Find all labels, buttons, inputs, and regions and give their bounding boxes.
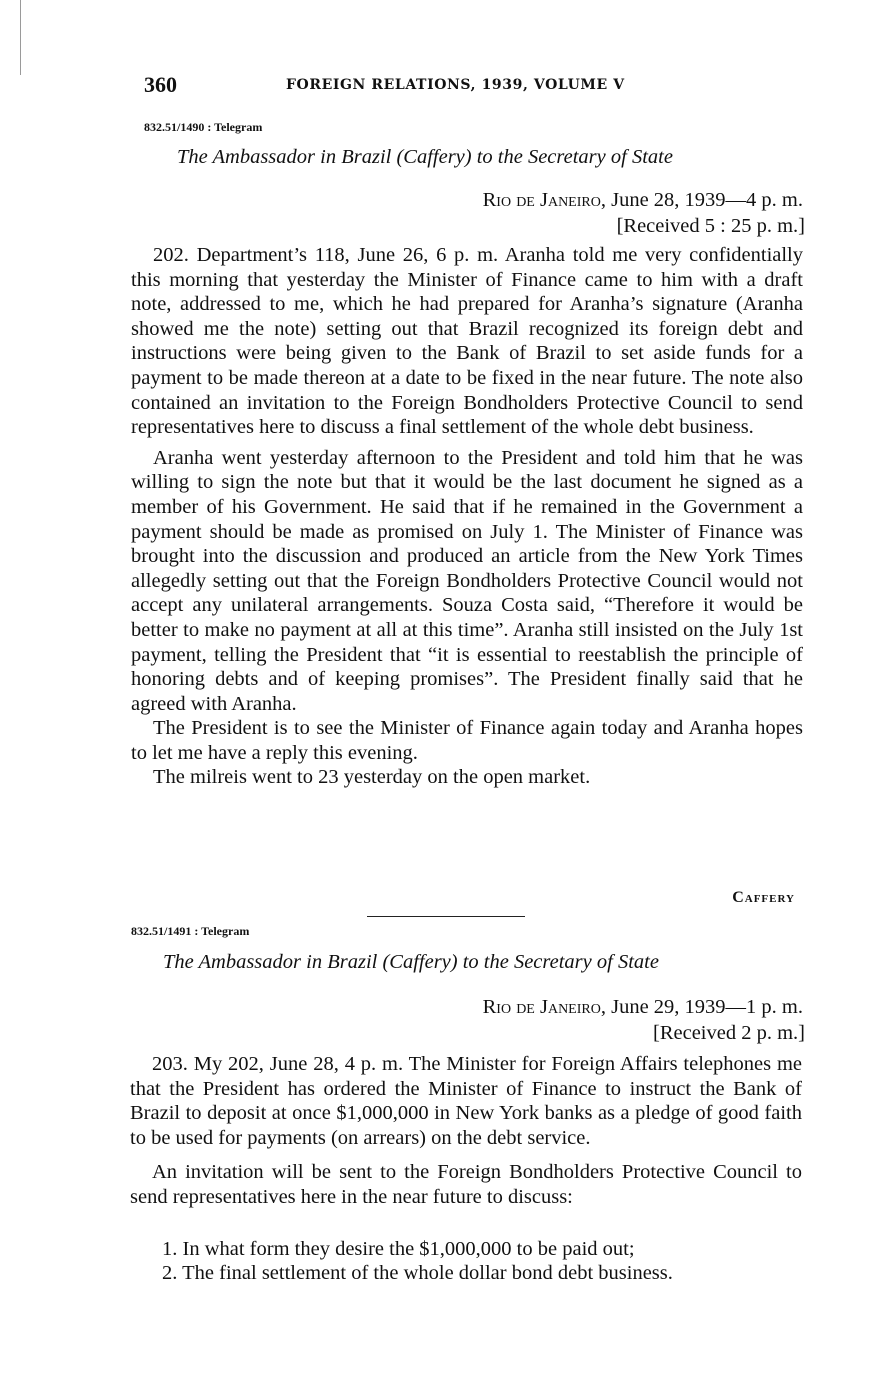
journal-title: FOREIGN RELATIONS, 1939, VOLUME V xyxy=(286,77,625,93)
doc2-paragraph: 203. My 202, June 28, 4 p. m. The Minister for Foreign Affairs telephones me that the President has ordered the Minister of Finance to instruct the Bank of Brazil to deposit at once $1,000,000 in New York banks as a pledge of good faith to be used for payments (on arrears) on the debt service. xyxy=(130,1053,802,1149)
doc1-dateline-place: Rio de Janeiro, xyxy=(482,189,606,211)
doc2-received: [Received 2 p. m.] xyxy=(653,1022,805,1044)
doc1-signature: Caffery xyxy=(732,889,795,906)
doc2-file-ref: 832.51/1491 : Telegram xyxy=(131,924,250,938)
doc1-body xyxy=(131,243,803,790)
doc1-file-ref: 832.51/1490 : Telegram xyxy=(144,120,263,134)
list-item: 2. The final settlement of the whole dollar bond debt business. xyxy=(162,1262,673,1284)
doc1-title: The Ambassador in Brazil (Caffery) to the Secretary of State xyxy=(177,146,673,168)
doc2-dateline-place: Rio de Janeiro, xyxy=(482,996,606,1018)
doc2-body xyxy=(130,1052,802,1210)
doc1-received: [Received 5 : 25 p. m.] xyxy=(616,215,805,237)
section-divider xyxy=(367,916,525,917)
doc1-paragraph: The President is to see the Minister of Finance again today and Aranha hopes to let me have a reply this evening. xyxy=(131,717,803,764)
doc1-paragraph: The milreis went to 23 yesterday on the open market. xyxy=(153,766,591,789)
doc2-dateline xyxy=(483,996,803,1019)
list-item: 1. In what form they desire the $1,000,000 to be paid out; xyxy=(162,1238,635,1260)
doc2-list xyxy=(162,1237,802,1285)
doc2-paragraph: An invitation will be sent to the Foreign Bondholders Protective Council to send representatives here in the near future to discuss: xyxy=(130,1161,802,1208)
doc1-paragraph: Aranha went yesterday afternoon to the President and told him that he was willing to sign the note but that it would be the last document he signed as a member of his Government. He said that if he remained in the Government a payment should be made as promised on July 1. The Minister of Finance was brought into the discussion and produced an article from the New York Times allegedly setting out that the Foreign Bondholders Protective Council would not accept any unilateral arrangements. Souza Costa said, “Therefore it would be better to make no payment at all at this time”. Aranha still insisted on the July 1st payment, telling the President that “it is essential to reestablish the principle of honoring debts and of keeping promises”. The President finally said that he agreed with Aranha. xyxy=(131,446,803,715)
doc1-dateline-date: June 28, 1939—4 p. m. xyxy=(605,189,803,211)
doc2-title: The Ambassador in Brazil (Caffery) to the Secretary of State xyxy=(163,951,659,973)
doc2-dateline-date: June 29, 1939—1 p. m. xyxy=(605,996,803,1018)
doc1-paragraph: 202. Department’s 118, June 26, 6 p. m. Aranha told me very confidentially this morning that yesterday the Minister of Finance came to him with a draft note, addressed to me, which he had prepared for Aranha’s signature (Aranha showed me the note) setting out that Brazil recognized its foreign debt and instructions were being given to the Bank of Brazil to set aside funds for a payment to be made thereon at a date to be fixed in the near future. The note also contained an invitation to the Foreign Bondholders Protective Council to send representatives here to discuss a final settlement of the whole debt business. xyxy=(131,244,803,439)
doc1-dateline xyxy=(483,189,803,212)
page-number: 360 xyxy=(144,72,177,97)
